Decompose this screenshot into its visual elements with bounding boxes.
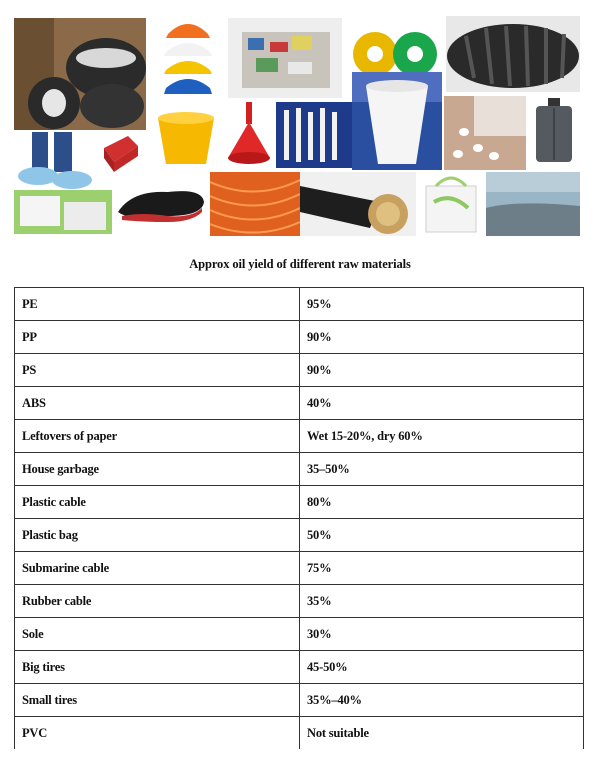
- table-row: [15, 321, 584, 354]
- table-row: [15, 453, 584, 486]
- table-row: [15, 684, 584, 717]
- material-cell: PP: [15, 321, 300, 354]
- syringes-image: [276, 102, 352, 168]
- suitcase-image: [526, 96, 580, 170]
- red-box-image: [100, 132, 142, 176]
- table-row: [15, 519, 584, 552]
- yield-cell: 95%: [300, 288, 584, 321]
- table-row: [15, 618, 584, 651]
- rubber-sheet-image: [486, 172, 580, 236]
- yield-cell: 35%–40%: [300, 684, 584, 717]
- plastic-bag-image: [418, 172, 484, 236]
- yield-cell: 75%: [300, 552, 584, 585]
- red-funnel-image: [226, 102, 274, 168]
- material-cell: Small tires: [15, 684, 300, 717]
- white-pellets-image: [444, 96, 526, 170]
- table-row: [15, 354, 584, 387]
- yield-cell: Wet 15-20%, dry 60%: [300, 420, 584, 453]
- table-row: [15, 288, 584, 321]
- material-cell: Leftovers of paper: [15, 420, 300, 453]
- material-cell: ABS: [15, 387, 300, 420]
- table-row: [15, 717, 584, 750]
- table-title: Approx oil yield of different raw materials: [189, 257, 411, 271]
- yield-cell: 80%: [300, 486, 584, 519]
- big-tire-image: [446, 16, 580, 92]
- golf-cart-tires-image: [14, 18, 146, 130]
- plastic-scrap-bale-image: [228, 18, 342, 98]
- material-cell: Plastic cable: [15, 486, 300, 519]
- foam-trays-image: [14, 190, 112, 234]
- submarine-cable-image: [300, 172, 416, 236]
- hard-hats-image: [160, 14, 216, 100]
- orange-cables-image: [210, 172, 300, 236]
- yield-cell: 50%: [300, 519, 584, 552]
- foam-cup-image: [352, 72, 442, 170]
- material-cell: Rubber cable: [15, 585, 300, 618]
- material-cell: House garbage: [15, 453, 300, 486]
- oil-yield-table: [14, 287, 584, 749]
- yield-cell: 35%: [300, 585, 584, 618]
- shoe-covers-image: [14, 132, 96, 190]
- material-cell: Plastic bag: [15, 519, 300, 552]
- material-cell: PVC: [15, 717, 300, 750]
- table-row: [15, 651, 584, 684]
- table-row: [15, 486, 584, 519]
- yield-cell: 90%: [300, 321, 584, 354]
- material-cell: Sole: [15, 618, 300, 651]
- table-row: [15, 552, 584, 585]
- yield-cell: 35–50%: [300, 453, 584, 486]
- table-row: [15, 387, 584, 420]
- yellow-tub-image: [152, 104, 220, 168]
- table-row: [15, 585, 584, 618]
- yield-cell: 90%: [300, 354, 584, 387]
- yield-cell: 30%: [300, 618, 584, 651]
- raw-materials-collage: [0, 0, 600, 240]
- shoe-insole-image: [112, 172, 208, 228]
- yield-cell: 40%: [300, 387, 584, 420]
- material-cell: Submarine cable: [15, 552, 300, 585]
- material-cell: PS: [15, 354, 300, 387]
- yield-cell: 45-50%: [300, 651, 584, 684]
- material-cell: PE: [15, 288, 300, 321]
- table-row: [15, 420, 584, 453]
- yield-cell: Not suitable: [300, 717, 584, 750]
- material-cell: Big tires: [15, 651, 300, 684]
